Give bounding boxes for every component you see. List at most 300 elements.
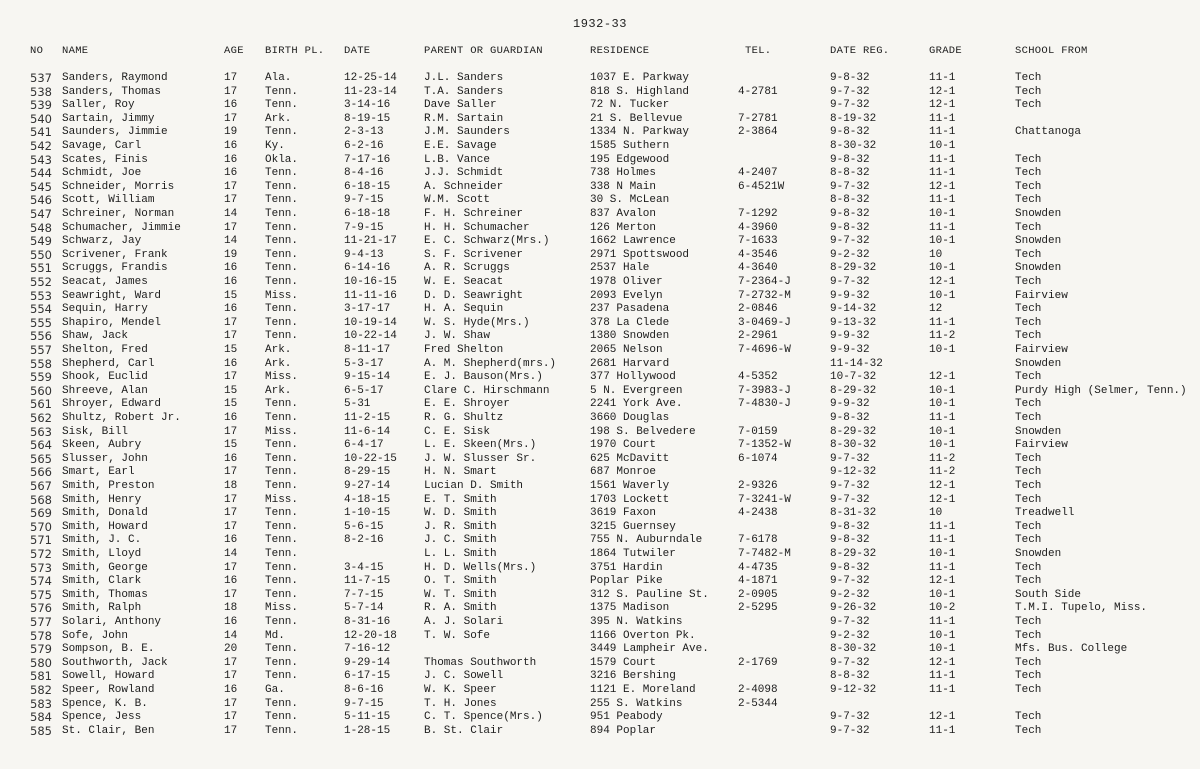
grade: 11-1 — [929, 684, 956, 696]
column-headers — [0, 44, 1200, 58]
school-from: Tech — [1015, 493, 1042, 506]
school-from: South Side — [1015, 588, 1082, 601]
grade: 10-1 — [929, 548, 956, 560]
grade: 10-1 — [929, 439, 956, 452]
parent-guardian: L.B. Vance — [424, 153, 491, 166]
student-name: Savage, Carl — [62, 140, 142, 152]
residence: 1864 Tutwiler — [590, 548, 676, 560]
birth-place: Tenn. — [265, 276, 299, 288]
table-row — [0, 629, 1200, 643]
birth-date: 3-14-16 — [344, 99, 391, 112]
student-age: 16 — [224, 303, 238, 316]
table-row — [0, 710, 1200, 724]
residence: 338 N Main — [590, 180, 657, 193]
date-registered: 9-7-32 — [830, 452, 870, 465]
school-from: Tech — [1015, 330, 1042, 343]
birth-date: 11-23-14 — [344, 85, 397, 98]
birth-place: Md. — [265, 629, 285, 642]
parent-guardian: Clare C. Hirschmann — [424, 384, 550, 397]
table-row — [0, 588, 1200, 602]
date-registered: 9-7-32 — [830, 493, 870, 506]
school-from: Tech — [1015, 221, 1042, 234]
birth-date: 9-29-14 — [344, 656, 391, 669]
table-row — [0, 479, 1200, 493]
telephone: 7-7482-M — [738, 548, 791, 560]
table-row — [0, 615, 1200, 629]
parent-guardian: Lucian D. Smith — [424, 480, 524, 492]
student-age: 17 — [224, 670, 238, 683]
student-age: 14 — [224, 548, 238, 560]
parent-guardian: Fred Shelton — [424, 344, 504, 356]
birth-date: 7-9-15 — [344, 221, 384, 234]
student-age: 18 — [224, 602, 238, 615]
residence: 1166 Overton Pk. — [590, 629, 696, 642]
date-registered: 9-2-32 — [830, 629, 870, 642]
grade: 10-1 — [929, 588, 956, 601]
table-row — [0, 139, 1200, 153]
residence: 1334 N. Parkway — [590, 126, 690, 139]
student-age: 15 — [224, 384, 238, 397]
residence: 5 N. Evergreen — [590, 384, 683, 397]
student-name: Smith, Clark — [62, 575, 142, 588]
telephone: 3-0469-J — [738, 316, 791, 329]
birth-place: Tenn. — [265, 643, 299, 656]
birth-date: 1-10-15 — [344, 507, 391, 520]
date-registered: 8-8-32 — [830, 194, 870, 207]
date-registered: 8-31-32 — [830, 507, 877, 520]
student-name: Shreeve, Alan — [62, 384, 148, 397]
grade: 10-1 — [929, 140, 956, 152]
residence: 1970 Court — [590, 439, 657, 452]
birth-date: 4-18-15 — [344, 493, 391, 506]
school-from: Tech — [1015, 316, 1042, 329]
birth-place: Tenn. — [265, 452, 299, 465]
date-registered: 8-30-32 — [830, 643, 877, 656]
parent-guardian: H. N. Smart — [424, 466, 497, 479]
birth-date: 6-14-16 — [344, 262, 391, 275]
student-number: 561 — [30, 397, 52, 412]
student-name: Sartain, Jimmy — [62, 112, 155, 125]
date-registered: 8-29-32 — [830, 548, 877, 560]
table-row — [0, 438, 1200, 452]
telephone: 2-5295 — [738, 602, 778, 615]
student-number: 559 — [30, 370, 52, 385]
grade: 10-1 — [929, 208, 956, 220]
parent-guardian: W. D. Smith — [424, 507, 497, 520]
date-registered: 9-8-32 — [830, 520, 870, 533]
student-age: 16 — [224, 684, 238, 696]
birth-place: Tenn. — [265, 670, 299, 683]
school-from: Tech — [1015, 371, 1042, 384]
table-row — [0, 425, 1200, 439]
student-name: Schumacher, Jimmie — [62, 221, 181, 234]
grade: 10 — [929, 507, 943, 520]
parent-guardian: W. K. Speer — [424, 684, 497, 696]
student-name: Smith, Lloyd — [62, 548, 142, 560]
residence: 738 Holmes — [590, 167, 657, 180]
school-from: Tech — [1015, 72, 1042, 84]
residence: Poplar Pike — [590, 575, 663, 588]
date-registered: 8-29-32 — [830, 425, 877, 438]
birth-place: Tenn. — [265, 534, 299, 547]
grade: 10-1 — [929, 344, 956, 356]
birth-place: Tenn. — [265, 235, 299, 248]
telephone: 2-4098 — [738, 684, 778, 696]
residence: 2065 Nelson — [590, 344, 663, 356]
date-registered: 11-14-32 — [830, 357, 883, 370]
school-from: Snowden — [1015, 357, 1062, 370]
date-registered: 9-12-32 — [830, 466, 877, 479]
birth-place: Tenn. — [265, 194, 299, 207]
birth-place: Tenn. — [265, 588, 299, 601]
date-registered: 9-7-32 — [830, 724, 870, 737]
table-row — [0, 112, 1200, 126]
birth-date: 8-6-16 — [344, 684, 384, 696]
student-number: 580 — [30, 655, 52, 670]
parent-guardian: J.M. Saunders — [424, 126, 510, 139]
table-row — [0, 98, 1200, 112]
residence: 1121 E. Moreland — [590, 684, 696, 696]
student-name: Shelton, Fred — [62, 344, 148, 356]
date-registered: 9-14-32 — [830, 303, 877, 316]
parent-guardian: J. R. Smith — [424, 520, 497, 533]
birth-place: Tenn. — [265, 480, 299, 492]
date-registered: 9-7-32 — [830, 235, 870, 248]
parent-guardian: A. Schneider — [424, 180, 504, 193]
parent-guardian: H. A. Sequin — [424, 303, 504, 316]
school-from: Tech — [1015, 398, 1042, 411]
table-row — [0, 642, 1200, 656]
student-number: 544 — [30, 166, 52, 181]
date-registered: 9-7-32 — [830, 180, 870, 193]
student-number: 568 — [30, 492, 52, 507]
student-name: Sanders, Raymond — [62, 72, 168, 84]
header-tel: TEL. — [745, 45, 772, 57]
birth-place: Tenn. — [265, 439, 299, 452]
date-registered: 9-2-32 — [830, 588, 870, 601]
student-name: Shaw, Jack — [62, 330, 129, 343]
birth-place: Tenn. — [265, 466, 299, 479]
parent-guardian: R. A. Smith — [424, 602, 497, 615]
parent-guardian: H. H. Schumacher — [424, 221, 530, 234]
residence: 1375 Madison — [590, 602, 670, 615]
residence: 126 Merton — [590, 221, 657, 234]
student-name: Sofe, John — [62, 629, 129, 642]
student-age: 16 — [224, 262, 238, 275]
student-name: Southworth, Jack — [62, 656, 168, 669]
birth-place: Tenn. — [265, 99, 299, 112]
residence: 377 Hollywood — [590, 371, 676, 384]
student-age: 17 — [224, 316, 238, 329]
telephone: 4-4735 — [738, 561, 778, 574]
date-registered: 9-9-32 — [830, 344, 870, 356]
birth-place: Okla. — [265, 153, 299, 166]
birth-date: 11-21-17 — [344, 235, 397, 248]
telephone: 2-0905 — [738, 588, 778, 601]
grade: 10-2 — [929, 602, 956, 615]
grade: 10-1 — [929, 235, 956, 248]
header-birth-place: BIRTH PL. — [265, 45, 325, 57]
residence: 72 N. Tucker — [590, 99, 670, 112]
residence: 1978 Oliver — [590, 276, 663, 288]
student-number: 567 — [30, 479, 52, 493]
student-number: 562 — [30, 411, 52, 425]
student-name: Seacat, James — [62, 276, 148, 288]
date-registered: 9-7-32 — [830, 99, 870, 112]
birth-date: 12-20-18 — [344, 629, 397, 642]
birth-date: 6-18-15 — [344, 180, 391, 193]
telephone: 7-1292 — [738, 208, 778, 220]
student-number: 563 — [30, 424, 52, 439]
parent-guardian: W.M. Scott — [424, 194, 491, 207]
birth-date: 8-31-16 — [344, 616, 391, 628]
school-from: Snowden — [1015, 208, 1062, 220]
birth-place: Ark. — [265, 384, 292, 397]
student-age: 16 — [224, 616, 238, 628]
birth-date: 12-25-14 — [344, 72, 397, 84]
school-from: Tech — [1015, 248, 1042, 261]
table-row — [0, 683, 1200, 697]
school-from: Tech — [1015, 276, 1042, 288]
school-from: Tech — [1015, 711, 1042, 724]
table-row — [0, 561, 1200, 575]
student-name: Shultz, Robert Jr. — [62, 412, 181, 424]
student-age: 18 — [224, 480, 238, 492]
date-registered: 9-8-32 — [830, 72, 870, 84]
telephone: 2-1769 — [738, 656, 778, 669]
grade: 12-1 — [929, 575, 956, 588]
residence: 3751 Hardin — [590, 561, 663, 574]
parent-guardian: E. C. Schwarz(Mrs.) — [424, 235, 550, 248]
birth-place: Miss. — [265, 493, 299, 506]
table-row — [0, 248, 1200, 262]
birth-place: Tenn. — [265, 520, 299, 533]
school-from: Tech — [1015, 616, 1042, 628]
table-row — [0, 207, 1200, 221]
student-age: 16 — [224, 357, 238, 370]
school-from: Treadwell — [1015, 507, 1075, 520]
school-from: Tech — [1015, 724, 1042, 737]
student-age: 14 — [224, 235, 238, 248]
table-row — [0, 329, 1200, 343]
telephone: 7-1633 — [738, 235, 778, 248]
residence: 2093 Evelyn — [590, 289, 663, 302]
student-name: Sowell, Howard — [62, 670, 155, 683]
telephone: 4-3960 — [738, 221, 778, 234]
residence: 2971 Spottswood — [590, 248, 690, 261]
student-number: 565 — [30, 451, 52, 466]
school-from: Tech — [1015, 153, 1042, 166]
birth-place: Tenn. — [265, 208, 299, 220]
student-age: 17 — [224, 588, 238, 601]
residence: 894 Poplar — [590, 724, 657, 737]
student-age: 14 — [224, 208, 238, 220]
birth-place: Tenn. — [265, 316, 299, 329]
student-name: Sequin, Harry — [62, 303, 148, 316]
school-from: Mfs. Bus. College — [1015, 643, 1128, 656]
parent-guardian: E. E. Shroyer — [424, 398, 510, 411]
grade: 11-1 — [929, 194, 956, 207]
birth-date: 1-28-15 — [344, 724, 391, 737]
student-number: 564 — [30, 438, 52, 453]
date-registered: 8-19-32 — [830, 112, 877, 125]
residence: 1703 Lockett — [590, 493, 670, 506]
school-from: Tech — [1015, 99, 1042, 112]
parent-guardian: S. F. Scrivener — [424, 248, 524, 261]
date-registered: 8-8-32 — [830, 167, 870, 180]
student-number: 540 — [30, 111, 52, 126]
birth-place: Tenn. — [265, 711, 299, 724]
student-number: 548 — [30, 220, 52, 235]
parent-guardian: Dave Saller — [424, 99, 497, 112]
student-age: 16 — [224, 276, 238, 288]
residence: 3660 Douglas — [590, 412, 670, 424]
table-row — [0, 574, 1200, 588]
telephone: 7-2364-J — [738, 276, 791, 288]
student-age: 19 — [224, 126, 238, 139]
date-registered: 9-7-32 — [830, 711, 870, 724]
residence: 687 Monroe — [590, 466, 657, 479]
birth-date: 6-2-16 — [344, 140, 384, 152]
table-row — [0, 697, 1200, 711]
school-from: T.M.I. Tupelo, Miss. — [1015, 602, 1148, 615]
table-row — [0, 669, 1200, 683]
student-name: Solari, Anthony — [62, 616, 162, 628]
grade: 11-1 — [929, 72, 956, 84]
student-age: 20 — [224, 643, 238, 656]
student-number: 538 — [30, 84, 52, 99]
residence: 3619 Faxon — [590, 507, 657, 520]
student-number: 560 — [30, 383, 52, 398]
telephone: 7-2732-M — [738, 289, 791, 302]
residence: 198 S. Belvedere — [590, 425, 696, 438]
birth-date: 8-2-16 — [344, 534, 384, 547]
residence: 30 S. McLean — [590, 194, 670, 207]
school-from: Tech — [1015, 534, 1042, 547]
student-name: Sompson, B. E. — [62, 643, 155, 656]
grade: 11-1 — [929, 221, 956, 234]
birth-date: 5-3-17 — [344, 357, 384, 370]
birth-place: Ark. — [265, 112, 292, 125]
date-registered: 9-7-32 — [830, 575, 870, 588]
grade: 11-1 — [929, 126, 956, 139]
birth-date: 9-4-13 — [344, 248, 384, 261]
school-from: Fairview — [1015, 344, 1068, 356]
birth-date: 9-27-14 — [344, 480, 391, 492]
table-row — [0, 71, 1200, 85]
birth-date: 3-17-17 — [344, 303, 391, 316]
table-row — [0, 411, 1200, 425]
residence: 3215 Guernsey — [590, 520, 676, 533]
residence: 312 S. Pauline St. — [590, 588, 709, 601]
residence: 21 S. Bellevue — [590, 112, 683, 125]
date-registered: 8-29-32 — [830, 384, 877, 397]
header-school-from: SCHOOL FROM — [1015, 45, 1088, 57]
grade: 11-1 — [929, 724, 956, 737]
birth-place: Tenn. — [265, 248, 299, 261]
birth-place: Tenn. — [265, 507, 299, 520]
student-name: Scott, William — [62, 194, 155, 207]
date-registered: 9-8-32 — [830, 221, 870, 234]
grade: 10-1 — [929, 643, 956, 656]
grade: 10-1 — [929, 384, 956, 397]
birth-place: Tenn. — [265, 561, 299, 574]
student-number: 546 — [30, 193, 52, 208]
grade: 11-2 — [929, 466, 956, 479]
table-row — [0, 302, 1200, 316]
birth-place: Ark. — [265, 344, 292, 356]
student-number: 537 — [30, 71, 52, 85]
birth-place: Tenn. — [265, 548, 299, 560]
parent-guardian: B. St. Clair — [424, 724, 504, 737]
parent-guardian: L. L. Smith — [424, 548, 497, 560]
student-age: 16 — [224, 534, 238, 547]
birth-place: Miss. — [265, 425, 299, 438]
student-name: Smith, Ralph — [62, 602, 142, 615]
date-registered: 9-8-32 — [830, 208, 870, 220]
birth-date: 11-11-16 — [344, 289, 397, 302]
parent-guardian: J. C. Smith — [424, 534, 497, 547]
student-age: 17 — [224, 330, 238, 343]
birth-place: Tenn. — [265, 221, 299, 234]
birth-date: 9-7-15 — [344, 194, 384, 207]
student-number: 569 — [30, 506, 52, 521]
school-from: Tech — [1015, 656, 1042, 669]
parent-guardian: W. T. Smith — [424, 588, 497, 601]
residence: 2537 Hale — [590, 262, 650, 275]
student-age: 16 — [224, 99, 238, 112]
student-name: Shepherd, Carl — [62, 357, 155, 370]
birth-date: 5-6-15 — [344, 520, 384, 533]
table-row — [0, 221, 1200, 235]
table-row — [0, 85, 1200, 99]
student-name: Smith, Donald — [62, 507, 148, 520]
date-registered: 9-8-32 — [830, 412, 870, 424]
parent-guardian: F. H. Schreiner — [424, 208, 524, 220]
telephone: 7-3983-J — [738, 384, 791, 397]
telephone: 7-0159 — [738, 425, 778, 438]
student-name: Spence, K. B. — [62, 697, 148, 710]
table-row — [0, 601, 1200, 615]
birth-place: Miss. — [265, 371, 299, 384]
student-age: 17 — [224, 72, 238, 84]
birth-date: 8-29-15 — [344, 466, 391, 479]
student-age: 15 — [224, 289, 238, 302]
student-age: 16 — [224, 575, 238, 588]
birth-place: Miss. — [265, 602, 299, 615]
residence: 1585 Suthern — [590, 140, 670, 152]
table-row — [0, 180, 1200, 194]
birth-date: 5-11-15 — [344, 711, 391, 724]
student-age: 17 — [224, 656, 238, 669]
student-number: 541 — [30, 125, 52, 140]
student-number: 554 — [30, 302, 52, 317]
student-age: 17 — [224, 194, 238, 207]
parent-guardian: E. T. Smith — [424, 493, 497, 506]
grade: 12-1 — [929, 85, 956, 98]
student-number: 550 — [30, 247, 52, 262]
student-number: 547 — [30, 207, 52, 221]
student-age: 16 — [224, 153, 238, 166]
grade: 11-1 — [929, 534, 956, 547]
date-registered: 10-7-32 — [830, 371, 877, 384]
student-number: 584 — [30, 710, 52, 725]
page-title: 1932-33 — [573, 17, 627, 31]
residence: 1579 Court — [590, 656, 657, 669]
student-age: 17 — [224, 221, 238, 234]
telephone: 7-2781 — [738, 112, 778, 125]
grade: 12-1 — [929, 656, 956, 669]
